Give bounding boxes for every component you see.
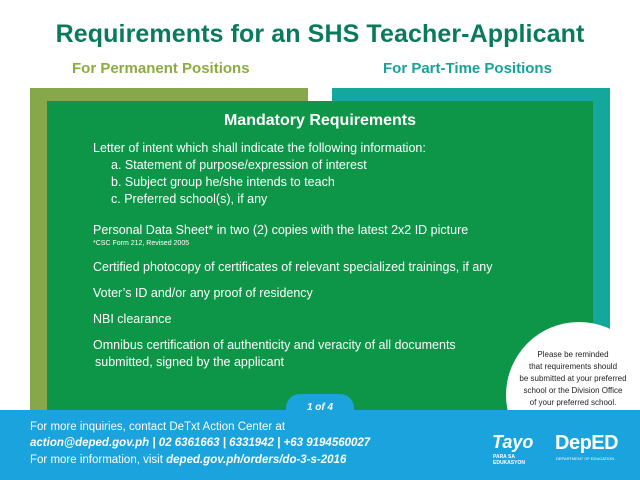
pds-text: Personal Data Sheet* in two (2) copies with the latest 2x2 ID picture bbox=[93, 223, 469, 237]
pds-footnote: *CSC Form 212, Revised 2005 bbox=[93, 240, 190, 247]
sub-item: c. Preferred school(s), if any bbox=[111, 192, 268, 206]
more-info-line bbox=[30, 454, 346, 466]
tayo-logo: Tayo bbox=[492, 432, 534, 452]
inquiry-text: For more inquiries, contact DeTxt Action Center at bbox=[30, 421, 286, 433]
reminder-line: be submitted at your preferred bbox=[519, 374, 627, 383]
deped-order-link[interactable]: deped.gov.ph/orders/do-3-s-2016 bbox=[166, 454, 347, 466]
part-time-positions-label: For Part-Time Positions bbox=[383, 60, 552, 77]
omnibus-item bbox=[93, 337, 456, 371]
page-title: Requirements for an SHS Teacher-Applicant bbox=[55, 20, 585, 48]
reminder-line: Please be reminded bbox=[537, 350, 609, 359]
nbi-clearance-item: NBI clearance bbox=[93, 312, 172, 326]
trainings-item: Certified photocopy of certificates of relevant specialized trainings, if any bbox=[93, 260, 493, 274]
reminder-line: that requirements should bbox=[528, 362, 618, 371]
voters-id-item: Voter’s ID and/or any proof of residency bbox=[93, 286, 313, 300]
tayo-logo-subtitle bbox=[493, 454, 525, 466]
tayo-sub-line: PARA SA bbox=[493, 454, 515, 460]
more-info-prefix: For more information, visit bbox=[30, 454, 167, 466]
contact-details[interactable]: action@deped.gov.ph | 02 6361663 | 6331942 | +63 9194560027 bbox=[30, 437, 371, 449]
sub-item: b. Subject group he/she intends to teach bbox=[111, 175, 335, 189]
reminder-text bbox=[513, 349, 633, 409]
reminder-line: of your preferred school. bbox=[529, 398, 617, 407]
letter-of-intent-item bbox=[93, 140, 426, 208]
reminder-line: school or the Division Office bbox=[523, 386, 623, 395]
page-indicator: 1 of 4 bbox=[286, 394, 354, 422]
deped-logo: DepED bbox=[555, 432, 619, 454]
omnibus-line-2: submitted, signed by the applicant bbox=[95, 355, 285, 369]
deped-logo-subtitle: DEPARTMENT OF EDUCATION bbox=[556, 456, 615, 461]
panel-heading: Mandatory Requirements bbox=[223, 112, 417, 129]
omnibus-line-1: Omnibus certification of authenticity and veracity of all documents bbox=[93, 338, 456, 352]
permanent-positions-label: For Permanent Positions bbox=[72, 60, 250, 77]
sub-item: a. Statement of purpose/expression of interest bbox=[111, 158, 367, 172]
tayo-sub-line: EDUKASYON bbox=[493, 460, 525, 466]
pds-item bbox=[93, 222, 468, 248]
letter-of-intent-text: Letter of intent which shall indicate the following information: bbox=[93, 141, 426, 155]
